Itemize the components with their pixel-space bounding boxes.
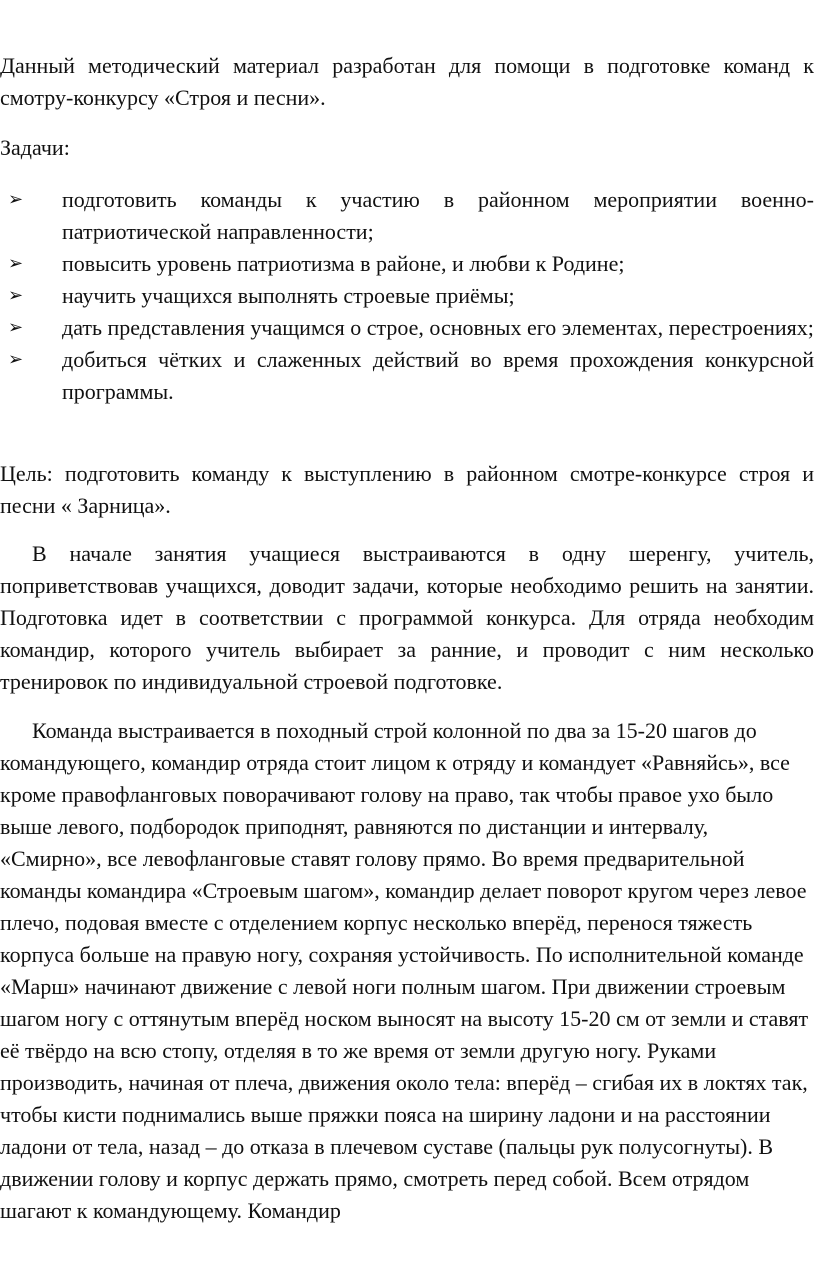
body-paragraph-1: В начале занятия учащиеся выстраиваются в одну шеренгу, учитель, поприветствовав учащихся, доводит задачи, которые необходимо решить на занятии. Подготовка идет в соответствии с программой конкурса. Для отряда необходим командир, которого учитель выбирает за ранние, и проводит с ним несколько тренировок по индивидуальной строевой подготовке.: [0, 541, 814, 694]
list-item: [0, 280, 814, 312]
list-item: [0, 248, 814, 280]
list-item: [0, 344, 814, 408]
task-text: добиться чётких и слаженных действий во время прохождения конкурсной программы.: [62, 347, 814, 404]
goal-paragraph: Цель: подготовить команду к выступлению в районном смотре-конкурсе строя и песни « Зарница».: [0, 461, 814, 518]
arrowhead-bullet-icon: ➢: [8, 317, 24, 338]
intro-paragraph: Данный методический материал разработан для помощи в подготовке команд к смотру-конкурсу «Строя и песни».: [0, 53, 814, 110]
tasks-list: [0, 184, 814, 408]
task-text: повысить уровень патриотизма в районе, и любви к Родине;: [62, 251, 625, 276]
task-text: дать представления учащимся о строе, основных его элементах, перестроениях;: [62, 315, 814, 340]
task-text: подготовить команды к участию в районном мероприятии военно-патриотической направленности;: [62, 187, 814, 244]
arrowhead-bullet-icon: ➢: [8, 189, 24, 210]
arrowhead-bullet-icon: ➢: [8, 253, 24, 274]
list-item: [0, 184, 814, 248]
task-text: научить учащихся выполнять строевые приёмы;: [62, 283, 515, 308]
arrowhead-bullet-icon: ➢: [8, 349, 24, 370]
tasks-heading: Задачи:: [0, 135, 70, 160]
body-paragraph-2: Команда выстраивается в походный строй колонной по два за 15-20 шагов до командующего, командир отряда стоит лицом к отряду и командует «Равняйсь», все кроме правофланговых поворачивают голову на право, так чтобы правое ухо было выше левого, подбородок приподнят, равняются по дистанции и интервалу, «Смирно», все левофланговые ставят голову прямо. Во время предварительной команды командира «Строевым шагом», командир делает поворот кругом через левое плечо, подовая вместе с отделением корпус несколько вперёд, перенося тяжесть корпуса больше на правую ногу, сохраняя устойчивость. По исполнительной команде «Марш» начинают движение с левой ноги полным шагом. При движении строевым шагом ногу с оттянутым вперёд носком выносят на высоту 15-20 см от земли и ставят её твёрдо на всю стопу, отделяя в то же время от земли другую ногу. Руками производить, начиная от плеча, движения около тела: вперёд – сгибая их в локтях так, чтобы кисти поднимались выше пряжки пояса на ширину ладони и на расстоянии ладони от тела, назад – до отказа в плечевом суставе (пальцы рук полусогнуты). В движении голову и корпус держать прямо, смотреть перед собой. Всем отрядом шагают к командующему. Командир: [0, 718, 809, 1223]
list-item: [0, 312, 814, 344]
arrowhead-bullet-icon: ➢: [8, 285, 24, 306]
